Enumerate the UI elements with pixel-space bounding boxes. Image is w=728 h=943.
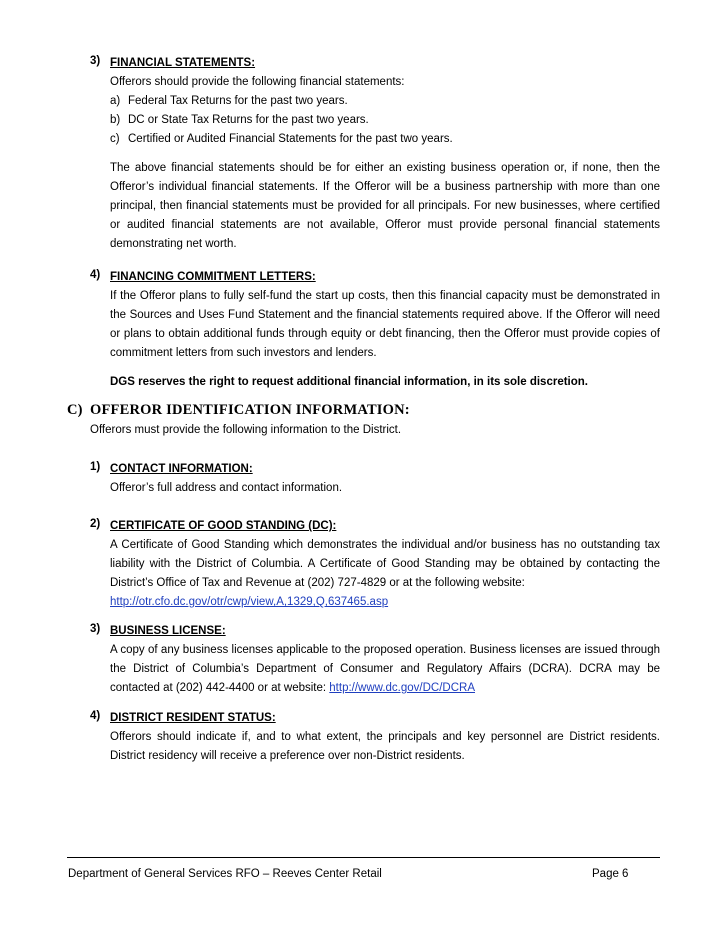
page-number: Page 6 <box>592 868 629 880</box>
resident-status-section <box>110 709 660 766</box>
commitment-letters-section <box>110 268 660 392</box>
contact-information-section <box>110 460 660 498</box>
section-heading: CERTIFICATE OF GOOD STANDING (DC): <box>110 520 337 532</box>
section-c-label: C) <box>67 402 83 418</box>
section-heading: BUSINESS LICENSE: <box>110 625 226 637</box>
section-c-title: OFFEROR IDENTIFICATION INFORMATION: <box>90 402 410 418</box>
paragraph: If the Offeror plans to fully self-fund the start up costs, then this financial capacity must be demonstrated in the Sources and Uses Fund Statement and the financial statements required above. If the Offeror will need or plans to obtain additional funds through equity or debt financing, then the Offeror must provide copies of commitment letters from such investors and lenders. <box>110 290 660 359</box>
item-number: 4) <box>90 269 101 281</box>
paragraph: The above financial statements should be for either an existing business operation or, if none, then the Offeror’s individual financial statements. If the Offeror will be a business partnership with more than one principal, then financial statements must be provided for all principals. For new businesses, where certified or audited financial statements are not available, Offeror must provide personal financial statements demonstrating net worth. <box>110 162 660 250</box>
section-heading: CONTACT INFORMATION: <box>110 463 253 475</box>
item-number: 1) <box>90 461 101 473</box>
paragraph: A copy of any business licenses applicable to the proposed operation. Business licenses are issued through the District of Columbia’s Department of Consumer and Regulatory Affairs (DCRA). DCRA may be contacted at (202) 442-4400 or at website: http://www.dc.gov/DC/DCRA <box>110 644 660 694</box>
section-heading: DISTRICT RESIDENT STATUS: <box>110 712 276 724</box>
section-heading: FINANCIAL STATEMENTS: <box>110 57 256 69</box>
list-item: c) Certified or Audited Financial Statements for the past two years. <box>110 133 453 145</box>
good-standing-section <box>110 517 660 612</box>
intro-text: Offerors should provide the following financial statements: <box>110 76 405 88</box>
paragraph: Offerors should indicate if, and to what extent, the principals and key personnel are District residents. District residency will receive a preference over non-District residents. <box>110 731 660 762</box>
financial-statements-section <box>110 54 660 254</box>
paragraph: A Certificate of Good Standing which demonstrates the individual and/or business has no outstanding tax liability with the District of Columbia. A Certificate of Good Standing may be obtained by contacting the District’s Office of Tax and Revenue at (202) 727-4829 or at the following website: <box>110 539 660 589</box>
section-heading: FINANCING COMMITMENT LETTERS: <box>110 271 316 283</box>
footer-title: Department of General Services RFO – Reeves Center Retail <box>68 868 382 880</box>
reservation-note: DGS reserves the right to request additional financial information, in its sole discretion. <box>110 376 588 388</box>
item-number: 3) <box>90 623 101 635</box>
otr-website-link[interactable]: http://otr.cfo.dc.gov/otr/cwp/view,A,1329,Q,637465.asp <box>110 596 389 608</box>
dcra-website-link[interactable]: http://www.dc.gov/DC/DCRA <box>329 682 475 694</box>
list-item: b) DC or State Tax Returns for the past two years. <box>110 114 369 126</box>
paragraph: Offeror’s full address and contact information. <box>110 482 343 494</box>
item-number: 4) <box>90 710 101 722</box>
business-license-section <box>110 622 660 698</box>
section-c-intro: Offerors must provide the following information to the District. <box>90 424 402 436</box>
item-number: 3) <box>90 55 101 67</box>
item-number: 2) <box>90 518 101 530</box>
list-item: a) Federal Tax Returns for the past two years. <box>110 95 348 107</box>
footer-rule <box>67 857 660 858</box>
